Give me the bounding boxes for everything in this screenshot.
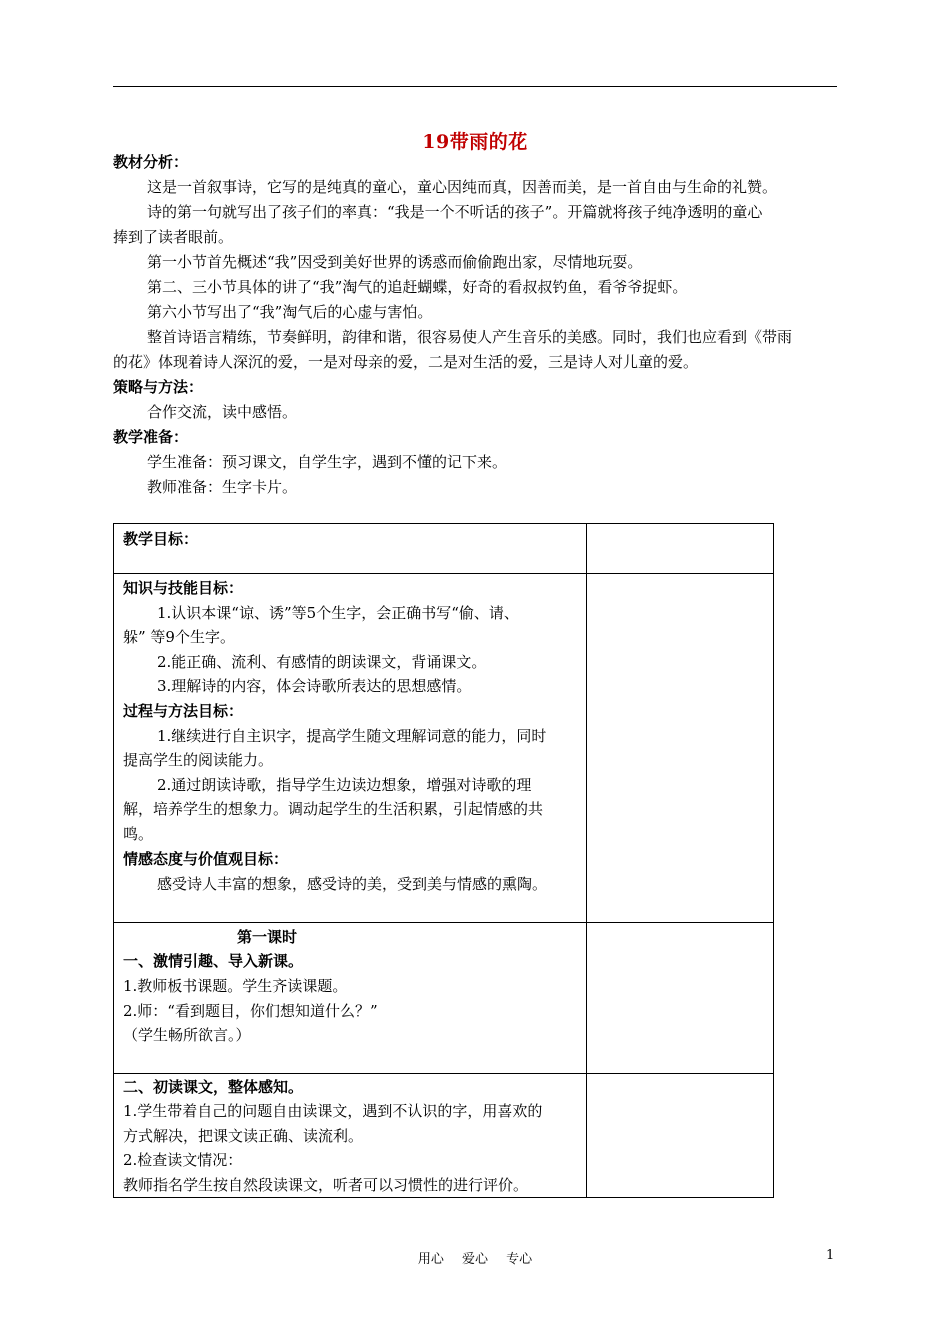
analysis-paragraph: 第二、三小节具体的讲了“我”淘气的追赶蝴蝶，好奇的看叔叔钓鱼，看爷爷捉虾。: [147, 278, 688, 296]
page-number: 1: [826, 1248, 835, 1263]
table-column-divider: [586, 523, 587, 1197]
goals-heading: 教学目标：: [123, 530, 199, 548]
prep-heading: 教学准备：: [113, 428, 189, 446]
reading-step: 教师指名学生按自然段读课文，听者可以习惯性的进行评价。: [123, 1176, 529, 1194]
process-goal: 2.通过朗读诗歌，指导学生边读边想象，增强对诗歌的理: [157, 776, 532, 794]
process-goal: 提高学生的阅读能力。: [123, 751, 274, 769]
analysis-paragraph: 捧到了读者眼前。: [113, 228, 234, 246]
table-row-divider: [113, 1073, 773, 1074]
lesson1-heading: 第一课时: [237, 928, 298, 946]
analysis-paragraph: 的花》体现着诗人深沉的爱，一是对母亲的爱，二是对生活的爱，三是诗人对儿童的爱。: [113, 353, 699, 371]
footer-motto: 用心 爱心 专心: [417, 1252, 533, 1267]
lesson1-step: （学生畅所欲言。）: [123, 1026, 251, 1044]
analysis-paragraph: 整首诗语言精练，节奏鲜明，韵律和谐，很容易使人产生音乐的美感。同时，我们也应看到《带雨: [147, 328, 793, 346]
process-heading: 过程与方法目标：: [123, 702, 244, 720]
process-goal: 鸣。: [123, 825, 154, 843]
analysis-paragraph: 第一小节首先概述“我”因受到美好世界的诱惑而偷偷跑出家，尽情地玩耍。: [147, 253, 643, 271]
analysis-paragraph: 诗的第一句就写出了孩子们的率真：“我是一个不听话的孩子”。开篇就将孩子纯净透明的童心: [147, 203, 763, 221]
knowledge-goal: 2.能正确、流利、有感情的朗读课文，背诵课文。: [157, 653, 487, 671]
knowledge-goal: 1.认识本课“谅、诱”等5个生字，会正确书写“偷、请、: [157, 604, 519, 622]
header-rule: [113, 86, 837, 87]
table-row-divider: [113, 922, 773, 923]
lesson1-section-heading: 一、激情引趣、导入新课。: [123, 952, 304, 970]
reading-heading: 二、初读课文，整体感知。: [123, 1078, 304, 1096]
teacher-prep: 教师准备：生字卡片。: [147, 478, 298, 496]
knowledge-goal: 躲” 等9个生字。: [123, 628, 235, 646]
reading-step: 2.检查读文情况：: [123, 1151, 243, 1169]
analysis-paragraph: 第六小节写出了“我”淘气后的心虚与害怕。: [147, 303, 433, 321]
lesson-title: 19带雨的花: [422, 131, 528, 153]
analysis-heading: 教材分析：: [113, 153, 189, 171]
strategy-text: 合作交流，读中感悟。: [147, 403, 298, 421]
emotion-heading: 情感态度与价值观目标：: [123, 850, 289, 868]
table-row-divider: [113, 573, 773, 574]
reading-step: 1.学生带着自己的问题自由读课文，遇到不认识的字，用喜欢的: [123, 1102, 543, 1120]
lesson1-step: 1.教师板书课题。学生齐读课题。: [123, 977, 348, 995]
knowledge-goal: 3.理解诗的内容，体会诗歌所表达的思想感情。: [157, 677, 472, 695]
analysis-paragraph: 这是一首叙事诗，它写的是纯真的童心，童心因纯而真，因善而美，是一首自由与生命的礼赞。: [147, 178, 778, 196]
process-goal: 1.继续进行自主识字，提高学生随文理解词意的能力，同时: [157, 727, 547, 745]
lesson-plan-table: [113, 523, 773, 1197]
student-prep: 学生准备：预习课文，自学生字，遇到不懂的记下来。: [147, 453, 508, 471]
reading-step: 方式解决，把课文读正确、读流利。: [123, 1127, 364, 1145]
strategy-heading: 策略与方法：: [113, 378, 204, 396]
knowledge-heading: 知识与技能目标：: [123, 579, 244, 597]
emotion-goal: 感受诗人丰富的想象，感受诗的美，受到美与情感的熏陶。: [157, 875, 548, 893]
lesson1-step: 2.师：“看到题目，你们想知道什么？”: [123, 1002, 378, 1020]
process-goal: 解，培养学生的想象力。调动起学生的生活积累，引起情感的共: [123, 800, 544, 818]
